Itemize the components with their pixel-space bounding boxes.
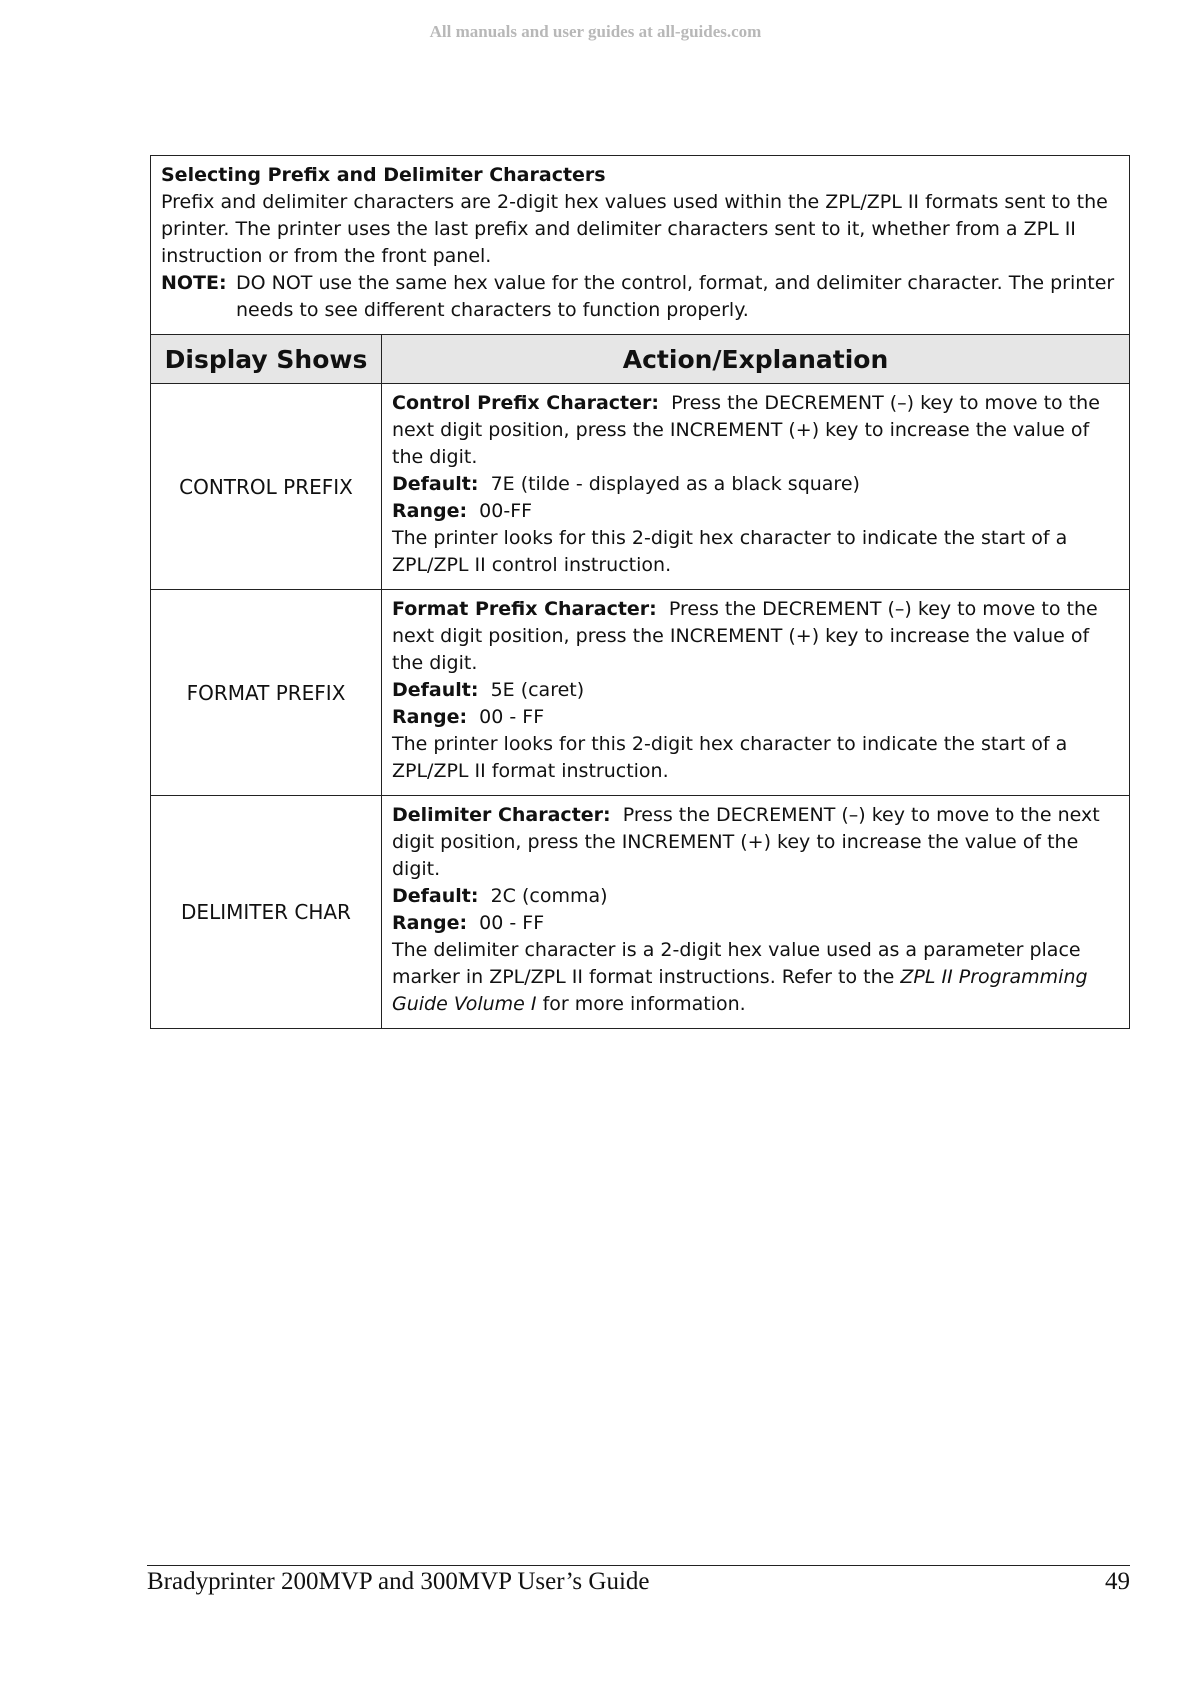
row-heading-text: Press the DECREMENT (–) key to move to the next digit position, press the INCREMENT (+) key to increase the value of the digit. xyxy=(392,598,1098,674)
note-text: DO NOT use the same hex value for the control, format, and delimiter character. The printer needs to see different characters to function properly. xyxy=(236,272,1115,321)
intro-panel xyxy=(150,155,1130,334)
row-heading: Format Prefix Character: xyxy=(392,598,657,620)
intro-text: Prefix and delimiter characters are 2-digit hex values used within the ZPL/ZPL II formats sent to the printer. The printer uses the last prefix and delimiter characters sent to it, whether from a ZPL II instruction or from the front panel. xyxy=(161,191,1108,267)
display-cell: FORMAT PREFIX xyxy=(151,590,382,796)
row-heading: Control Prefix Character: xyxy=(392,392,659,414)
default-label: Default: xyxy=(392,473,479,495)
default-value: 7E (tilde - displayed as a black square) xyxy=(490,473,860,495)
header-action-explanation: Action/Explanation xyxy=(382,335,1130,384)
display-cell: DELIMITER CHAR xyxy=(151,796,382,1029)
row-explanation xyxy=(392,937,1119,1018)
guide-reference: ZPL II Programming Guide Volume I xyxy=(392,966,1088,1015)
table-row xyxy=(151,796,1130,1029)
range-value: 00 - FF xyxy=(479,912,545,934)
action-cell xyxy=(382,590,1130,796)
table-row xyxy=(151,590,1130,796)
range-label: Range: xyxy=(392,706,468,728)
range-value: 00 - FF xyxy=(479,706,545,728)
default-label: Default: xyxy=(392,679,479,701)
row-heading-text: Press the DECREMENT (–) key to move to the next digit position, press the INCREMENT (+) key to increase the value of the digit. xyxy=(392,392,1100,468)
note-label: NOTE: xyxy=(161,272,227,294)
range-value: 00-FF xyxy=(479,500,533,522)
range-label: Range: xyxy=(392,912,468,934)
table-row xyxy=(151,384,1130,590)
default-label: Default: xyxy=(392,885,479,907)
page-number: 49 xyxy=(1105,1568,1130,1595)
explanation-tail: for more information. xyxy=(542,993,746,1015)
action-cell xyxy=(382,796,1130,1029)
table-header-row xyxy=(151,335,1130,384)
note xyxy=(161,270,1119,324)
footer-title: Bradyprinter 200MVP and 300MVP User’s Guide xyxy=(147,1568,650,1595)
row-explanation: The printer looks for this 2-digit hex character to indicate the start of a ZPL/ZPL II control instruction. xyxy=(392,527,1068,576)
watermark: All manuals and user guides at all-guides.com xyxy=(429,22,762,41)
intro-title: Selecting Prefix and Delimiter Characters xyxy=(161,164,606,186)
row-heading: Delimiter Character: xyxy=(392,804,611,826)
row-heading-text: Press the DECREMENT (–) key to move to the next digit position, press the INCREMENT (+) key to increase the value of the digit. xyxy=(392,804,1100,880)
header-display-shows: Display Shows xyxy=(151,335,382,384)
default-value: 2C (comma) xyxy=(490,885,608,907)
row-explanation: The printer looks for this 2-digit hex character to indicate the start of a ZPL/ZPL II format instruction. xyxy=(392,733,1068,782)
settings-table xyxy=(150,334,1130,1029)
default-value: 5E (caret) xyxy=(490,679,585,701)
range-label: Range: xyxy=(392,500,468,522)
action-cell xyxy=(382,384,1130,590)
page-footer xyxy=(147,1565,1130,1596)
display-cell: CONTROL PREFIX xyxy=(151,384,382,590)
explanation-text: The delimiter character is a 2-digit hex value used as a parameter place marker in ZPL/ZPL II format instructions. Refer to the xyxy=(392,939,1081,988)
